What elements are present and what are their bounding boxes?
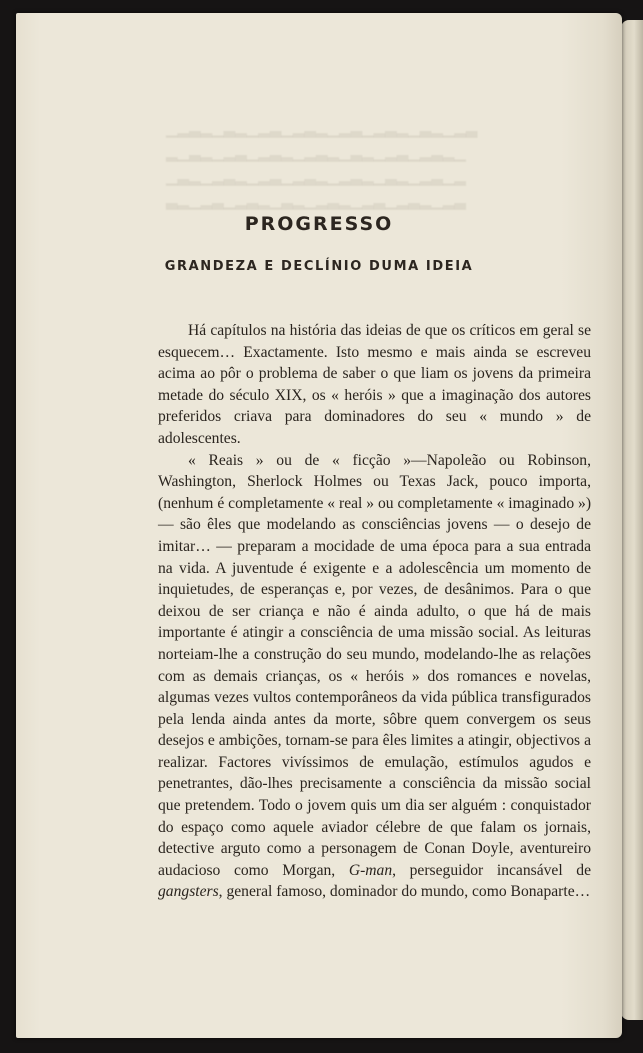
italic-term: gangsters bbox=[158, 883, 219, 901]
chapter-subtitle: GRANDEZA E DECLÍNIO DUMA IDEIA bbox=[164, 259, 474, 274]
next-page-edge bbox=[621, 20, 643, 1020]
bleed-through-texture: ▁▂▃▂▁▃▂▁▂▃▁▂▃▂▁▂▃▁▂▃▂▁▃▂▁▂▃ ▂▁▃▂▁▂▃▁▂▃▂▁▂▃▂▁▃▂▁▂▃▁▂▃▂▁ ▁▃▂▁▂▃▂▁▂▃▁▂▃▂▁▂▃▂▁▃▂▁▂▃▁▂ ▃▂▁▂▃▁▂▃▂▁▃▂▁▂▃▂▁▂▃▁▂▃▂▁▂▃ bbox=[166, 122, 478, 210]
text-run: , perseguidor incansável de bbox=[392, 861, 591, 879]
text-run: , general famoso, dominador do mundo, como Bonaparte… bbox=[218, 883, 591, 901]
paragraph-1: Há capítulos na história das ideias de que os críticos em geral se esquecem… Exactamente. Isto mesmo e mais ainda se escreveu acima ao pôr o problema de saber o que liam os jovens da primeira metade do século XIX, os « heróis » que a imaginação dos autores preferidos criava para dominadores do seu « mundo » de adolescentes. bbox=[158, 322, 591, 447]
italic-term: G-man bbox=[348, 861, 393, 879]
text-run: « Reais » ou de « ficção »—Napoleão ou Robinson, Washington, Sherlock Holmes ou Texas Jack, pouco importa, (nenhum é completamente « real » ou completamente « imaginado ») — são êles que modelando as consciências jovens — o desejo de imitar… — preparam a mocidade de uma época para a sua entrada na vida. A juventude é exigente e a adolescência um momento de inquietudes, de esperanças e, por vezes, de desânimos. Para o que deixou de ser criança e não é ainda adulto, o que há de mais importante é atingir a consciência de uma missão social. As leituras norteiam-lhe a construção do seu mundo, modelando-lhe as relações com as demais crianças, os « heróis » dos romances e novelas, algumas vezes vultos contemporâneos da vida pública transfigurados pela lenda ainda antes da morte, sôbre quem convergem os seus desejos e ambições, tornam-se para êles limites a atingir, objectivos a realizar. Factores vivíssimos de emulação, estímulos agudos e penetrantes, dão-lhes precisamente a consciência da missão social que pretendem. Todo o jovem quis um dia ser alguém : conquistador do espaço como aquele aviador célebre de que falam os jornais, detective arguto como a personagem de Conan Doyle, aventureiro audacioso como Morgan, bbox=[158, 451, 592, 879]
chapter-title: PROGRESSO bbox=[244, 213, 394, 235]
paragraph-2 bbox=[158, 450, 591, 903]
body-text bbox=[158, 320, 591, 903]
book-page bbox=[16, 13, 622, 1038]
